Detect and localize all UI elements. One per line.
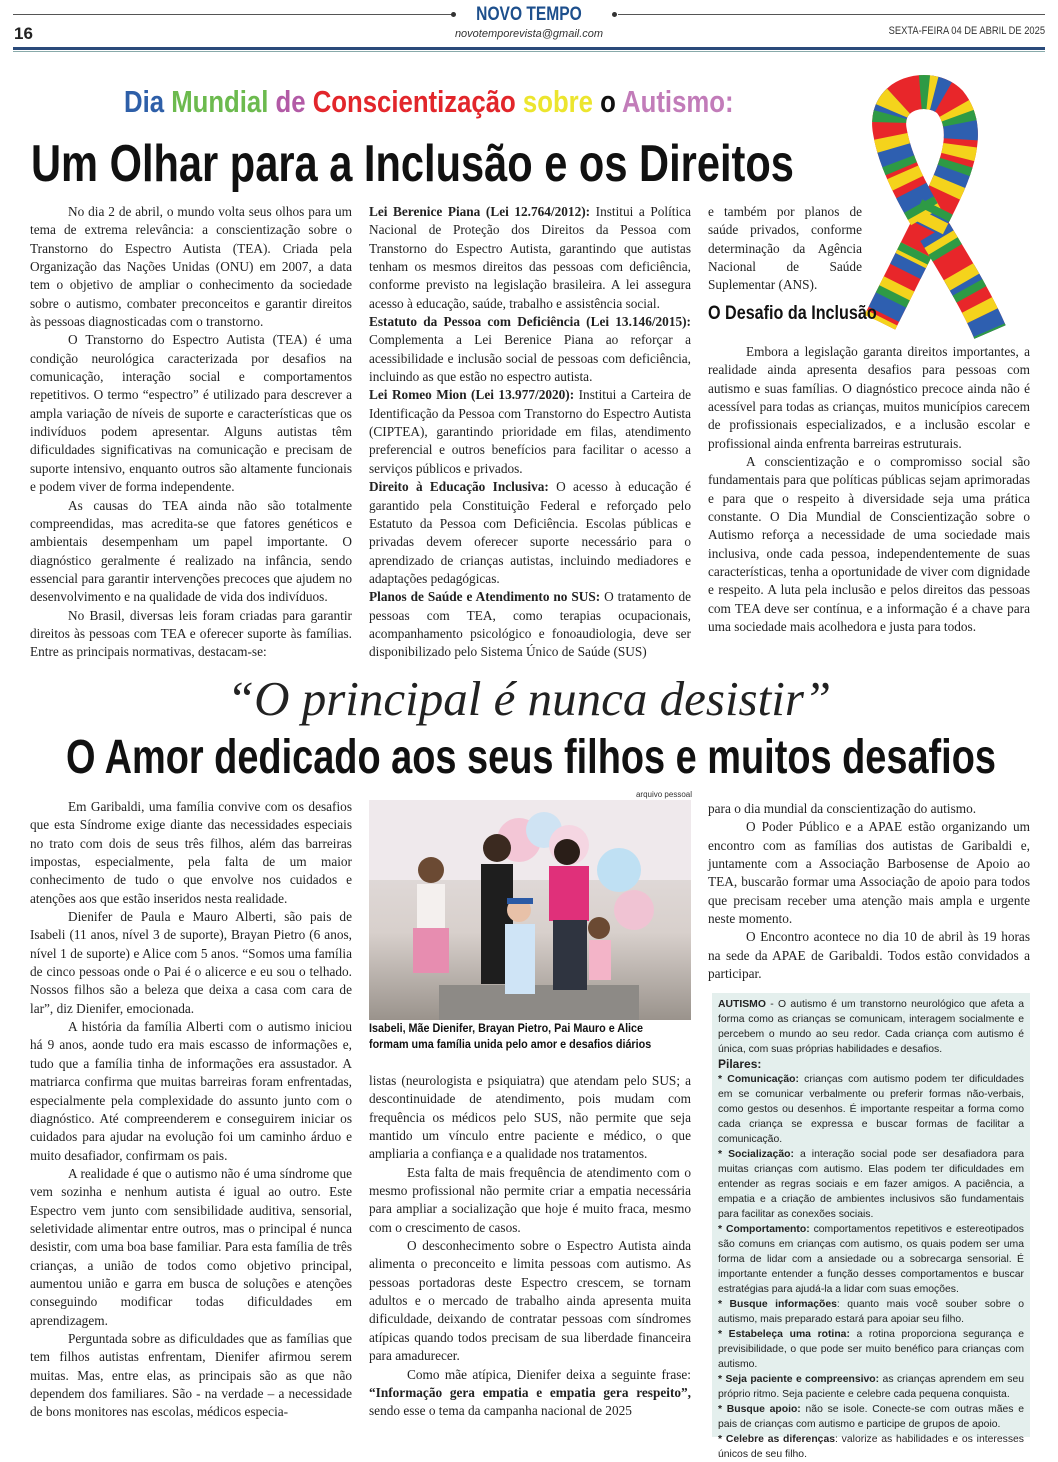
- pillar-text: a interação social pode ser desafiadora para muitas crianças com autismo. Elas podem ter dificuldades em entender as regras sociais e em fazer amigos. A paciência, a empatia e a criação de ambientes inclusivos são fundamentais para facilitar as conexões sociais.: [718, 1149, 1025, 1220]
- paragraph: No dia 2 de abril, o mundo volta seus olhos para um tema de extrema relevância: a conscientização sobre o Transtorno do Espectro Autista (TEA). Criada pela Organização das Nações Unidas (ONU) em 2007, a data tem o objetivo de ampliar o conhecimento da sociedade sobre o autismo, combater preconceitos e garantir direitos às pessoas diagnosticadas com o transtorno.: [30, 204, 352, 330]
- pillar-title: * Comportamento:: [718, 1224, 810, 1235]
- family-photo: [369, 800, 691, 1020]
- pillar-text: comportamentos repetitivos e estereotipados são comuns em crianças com autismo, os quais podem ser uma forma de lidar com a ansiedade ou a sobrecarga sensorial. É importante entender a função desses comportamentos e buscar estratégias para ajudá-la a lidar com suas emoções.: [718, 1224, 1024, 1295]
- pillar-item: [718, 1147, 1024, 1222]
- autism-info-box: [712, 993, 1030, 1460]
- family-photo-illustration: [369, 800, 691, 1020]
- pillar-item: [718, 1402, 1024, 1432]
- text: Como mãe atípica, Dienifer deixa a seguinte frase:: [407, 1366, 691, 1382]
- kicker-word: Conscientização: [312, 84, 523, 119]
- paragraph: A conscientização e o compromisso social são fundamentais para que políticas públicas sejam aprimoradas e para que o respeito à diversidade seja uma prática constante. O Dia Mundial de Conscientização sobre o Autismo reforça a necessidade de uma sociedade mais inclusiva, onde cada pessoa, independentemente de suas características, tenha a oportunidade de viver com dignidade e respeito. A luta pela inclusão e pelos direitos das pessoas com TEA deve ser contínua, e a informação é a chave para uma sociedade mais acolhedora e justa para todos.: [708, 454, 1030, 635]
- pillar-title: * Seja paciente e compreensivo:: [718, 1374, 880, 1385]
- law-title: Estatuto da Pessoa com Deficiência (Lei 13.146/2015):: [369, 314, 691, 330]
- paragraph: Em Garibaldi, uma família convive com os desafios que esta Síndrome exige diante das necessidades especiais no trato com dois de seus três filhos, além das barreiras impostas, especialmente, pela falta de um maior conhecimento de tudo o que envolve nos cuidados e atenções aos que estão inseridos nesta realidade.: [30, 799, 352, 906]
- pillar-title: * Estabeleça uma rotina:: [718, 1329, 850, 1340]
- section-subheading: O Desafio da Inclusão: [708, 302, 877, 324]
- box-intro: [718, 997, 1024, 1057]
- kicker-word: Autismo:: [622, 84, 734, 119]
- newspaper-email: novotemporevista@gmail.com: [454, 28, 604, 40]
- paragraph: O Encontro acontece no dia 10 de abril às 19 horas na sede da APAE de Garibaldi. Todos estão convidados a participar.: [708, 929, 1030, 982]
- article2-column-2: [369, 1072, 691, 1421]
- kicker-word: sobre: [522, 84, 601, 119]
- law-item: [369, 313, 691, 386]
- pillar-text: não se isole. Conecte-se com outras mães e pais de crianças com autismo e participe de grupos de apoio.: [718, 1404, 1024, 1430]
- kicker-word: Dia: [124, 84, 172, 119]
- issue-date: SEXTA-FEIRA 04 DE ABRIL DE 2025: [888, 25, 1045, 37]
- header-divider-thin: [13, 51, 1045, 52]
- kicker-word: o: [600, 84, 623, 119]
- law-item: [369, 478, 691, 588]
- box-lead: AUTISMO: [718, 999, 766, 1010]
- photo-credit: arquivo pessoal: [635, 790, 692, 799]
- paragraph: listas (neurologista e psiquiatra) que atendam pelo SUS; a descontinuidade de atendimento, pois mudam com frequência os médicos pelo SUS, não permite que seja mantido um vínculo entre paciente e médico, o que ampliaria a confiança e a qualidade nos tratamentos.: [369, 1073, 691, 1162]
- paragraph: Esta falta de mais frequência de atendimento com o mesmo profissional não permite criar a empatia necessária para ampliar a socialização que hoje é muito fraca, mesmo com o crescimento de casos.: [369, 1164, 691, 1235]
- photo-caption: Isabeli, Mãe Dienifer, Brayan Pietro, Pai Mauro e Alice formam uma família unida pelo amor e desafios diários: [369, 1022, 652, 1051]
- article2-column-1: [30, 798, 352, 1422]
- article1-column-2-laws: [369, 203, 691, 662]
- law-item: [369, 386, 691, 478]
- pillar-text: : valorize as habilidades e os interesses únicos de seu filho.: [718, 1434, 1024, 1460]
- newspaper-title: NOVO TEMPO: [476, 4, 582, 25]
- law-text: O tratamento de pessoas com TEA, como terapias ocupacionais, acompanhamento psicológico e fonoaudiologia, deve ser disponibilizado pelo Sistema Único de Saúde (SUS): [369, 589, 692, 660]
- law-text: Institui a Política Nacional de Proteção dos Direitos da Pessoa com Transtorno do Espectro Autista, garantindo que autistas tenham os mesmos direitos das pessoas com deficiência, conforme previsto na legislação brasileira. A lei assegura acesso à educação, saúde, trabalho e assistência social.: [369, 204, 691, 311]
- paragraph: A história da família Alberti com o autismo iniciou há 9 anos, aonde tudo era mais escasso de informações e, tudo que a família tinha de informações era assustador. A matriarca confirma que muitas barreiras foram enfrentadas, especialmente pela complexidade do assunto junto com o diagnóstico. Até compreenderem e conseguirem iniciar os cuidados para ajudar na evolução foi um caminho árduo e muito desafiador, confirmam os pais.: [30, 1019, 352, 1163]
- header-divider: [13, 47, 1045, 50]
- box-pillars-title: Pilares:: [718, 1057, 762, 1071]
- article1-column-3: [708, 203, 1030, 637]
- paragraph: O desconhecimento sobre o Espectro Autista ainda alimenta o preconceito e limita pessoas com autismo. As pessoas portadoras deste Espectro crescem, se tornam adultos e o mercado de trabalho ainda apresenta muita dificuldade, deixando de contratar pessoas com síndromes atípicas quando todos precisam de sua liberdade financeira para amadurecer.: [369, 1238, 691, 1364]
- pillar-title: * Busque informações: [718, 1299, 837, 1310]
- law-title: Direito à Educação Inclusiva:: [369, 479, 549, 495]
- paragraph: O Poder Público e a APAE estão organizando um encontro com as famílias dos autistas de Garibaldi e, juntamente com a Associação Barbosense de Apoio ao TEA, buscarão formar uma Associação de apoio para todos que precisam receber uma atenção mais ampla e urgente neste momento.: [708, 819, 1030, 927]
- pillar-text: as crianças aprendem em seu próprio ritmo. Seja paciente e celebre cada pequena conquista.: [718, 1374, 1025, 1400]
- article-headline: O Amor dedicado aos seus filhos e muitos desafios: [66, 731, 996, 784]
- pillar-text: crianças com autismo podem ter dificuldades em se comunicar verbalmente ou preferir formas não-verbais, como gestos ou desenhos. É importante respeitar a forma como cada criança se expressa e buscar formas de facilitar a comunicação.: [718, 1074, 1024, 1145]
- box-intro-text: - O autismo é um transtorno neurológico que afeta a forma como as crianças se comunicam, interagem socialmente e percebem o mundo ao seu redor. Cada criança com autismo é única, com suas próprias habilidades e desafios.: [718, 999, 1024, 1055]
- paragraph: A realidade é que o autismo não é uma síndrome que vem sozinha e nenhum autista é igual ao outro. Este Espectro vem junto com sensibilidade auditiva, sensorial, seletividade alimentar entre outros, mas o principal é nunca desistir, com uma boa base familiar. Para esta família de três crianças, a união de todos como objetivo principal, aumentou união e garra em busca de soluções e atenções conseguindo modificar todas dificuldades em aprendizagem.: [30, 1165, 352, 1328]
- law-text: Complementa a Lei Berenice Piana ao reforçar a acessibilidade e inclusão social de pessoas com deficiência, incluindo as que estão no espectro autista.: [369, 332, 691, 385]
- paragraph: O Transtorno do Espectro Autista (TEA) é uma condição neurológica caracterizada por desafios na comunicação, interação social e comportamentos repetitivos. O termo “espectro” é utilizado para descrever a ampla variação de níveis de suporte e características que os indivíduos podem apresentar. Alguns autistas têm dificuldades significativas na comunicação e precisam de suporte intensivo, enquanto outros são altamente funcionais e podem viver de forma independente.: [30, 332, 352, 495]
- box-items: [718, 1072, 1024, 1462]
- paragraph: No Brasil, diversas leis foram criadas para garantir direitos às pessoas com TEA e oferecer suporte às famílias. Entre as principais normativas, destacam-se:: [30, 607, 352, 660]
- article1-column-1: [30, 203, 352, 662]
- pillar-item: [718, 1222, 1024, 1297]
- kicker-word: Mundial: [171, 84, 276, 119]
- law-title: Lei Berenice Piana (Lei 12.764/2012):: [369, 204, 591, 219]
- paragraph: para o dia mundial da conscientização do autismo.: [708, 801, 977, 816]
- pillar-item: [718, 1327, 1024, 1372]
- law-title: Planos de Saúde e Atendimento no SUS:: [369, 589, 601, 605]
- pillar-item: [718, 1297, 1024, 1327]
- paragraph: Perguntada sobre as dificuldades que as famílias que tem filhos autistas enfrentam, Dienifer afirmou serem muitas. Mas, entre elas, as principais são as que não dependem dos familiares. São - na verdade – a necessidade de bons monitores nas escolas, médicos especia-: [30, 1330, 352, 1420]
- kicker-word: de: [275, 84, 313, 119]
- pillar-title: * Celebre as diferenças: [718, 1434, 836, 1445]
- pillar-item: [718, 1072, 1024, 1147]
- paragraph: Dienifer de Paula e Mauro Alberti, são pais de Isabeli (11 anos, nível 3 de suporte), Brayan Pietro (6 anos, nível 1 de suporte) e Alice com 5 anos. “Somos uma família de cinco pessoas onde o Pai é o alicerce e eu sou o telhado. Nossos filhos são a beleza que deixa a casa com cara de lar”, diz Dienifer, emocionada.: [30, 909, 352, 1016]
- pillar-text: : quanto mais você souber sobre o autismo, mais preparado estará para apoiar seu filho.: [718, 1299, 1024, 1325]
- text: sendo esse o tema da campanha nacional de 2025: [369, 1403, 632, 1419]
- paragraph: e também por planos de saúde privados, conforme determinação da Agência Nacional de Saúde Suplementar (ANS).: [708, 204, 862, 293]
- pillar-item: [718, 1432, 1024, 1462]
- paragraph: Embora a legislação garanta direitos importantes, a realidade ainda apresenta desafios para pessoas com autismo e suas famílias. O diagnóstico precoce ainda não é acessível para todas as crianças, muitos municípios carecem de profissionais especializados, e a inclusão escolar e profissional ainda enfrenta barreiras estruturais.: [708, 344, 1030, 451]
- highlighted-quote: “Informação gera empatia e empatia gera respeito”,: [369, 1384, 691, 1400]
- article2-column-3: [708, 800, 1030, 983]
- law-text: Institui a Carteira de Identificação da Pessoa com Transtorno do Espectro Autista (CIPTEA), garantindo prioridade em filas, atendimento preferencial e outros benefícios para facilitar o acesso a serviços públicos e privados.: [369, 387, 691, 476]
- article-kicker: [124, 84, 734, 120]
- pillar-title: * Socialização:: [718, 1149, 794, 1160]
- pillar-title: * Busque apoio:: [718, 1404, 801, 1415]
- paragraph: As causas do TEA ainda não são totalmente compreendidas, mas acredita-se que fatores genéticos e ambientais desempenham um papel importante. O diagnóstico geralmente é realizado na infância, sendo essencial para garantir intervenções precoces que ajudem no desenvolvimento e na qualidade de vida dos indivíduos.: [30, 497, 352, 605]
- page-number: 16: [14, 24, 33, 43]
- article-headline: Um Olhar para a Inclusão e os Direitos: [31, 135, 794, 193]
- pillar-item: [718, 1372, 1024, 1402]
- pull-quote: “O principal é nunca desistir”: [226, 671, 832, 726]
- law-title: Lei Romeo Mion (Lei 13.977/2020):: [369, 387, 575, 403]
- paragraph: [369, 1366, 691, 1421]
- law-item: [369, 588, 691, 661]
- law-item: [369, 203, 691, 313]
- pillar-title: * Comunicação:: [718, 1074, 799, 1085]
- law-text: O acesso à educação é garantido pela Constituição Federal e reforçado pelo Estatuto da Pessoa com Deficiência. Escolas públicas e privadas devem oferecer suporte necessário para o aprendizado de crianças autistas, incluindo mediadores e adaptações pedagógicas.: [369, 479, 691, 586]
- pillar-text: a rotina proporciona segurança e previsibilidade, o que pode ser muito benéfico para crianças com autismo.: [718, 1329, 1024, 1370]
